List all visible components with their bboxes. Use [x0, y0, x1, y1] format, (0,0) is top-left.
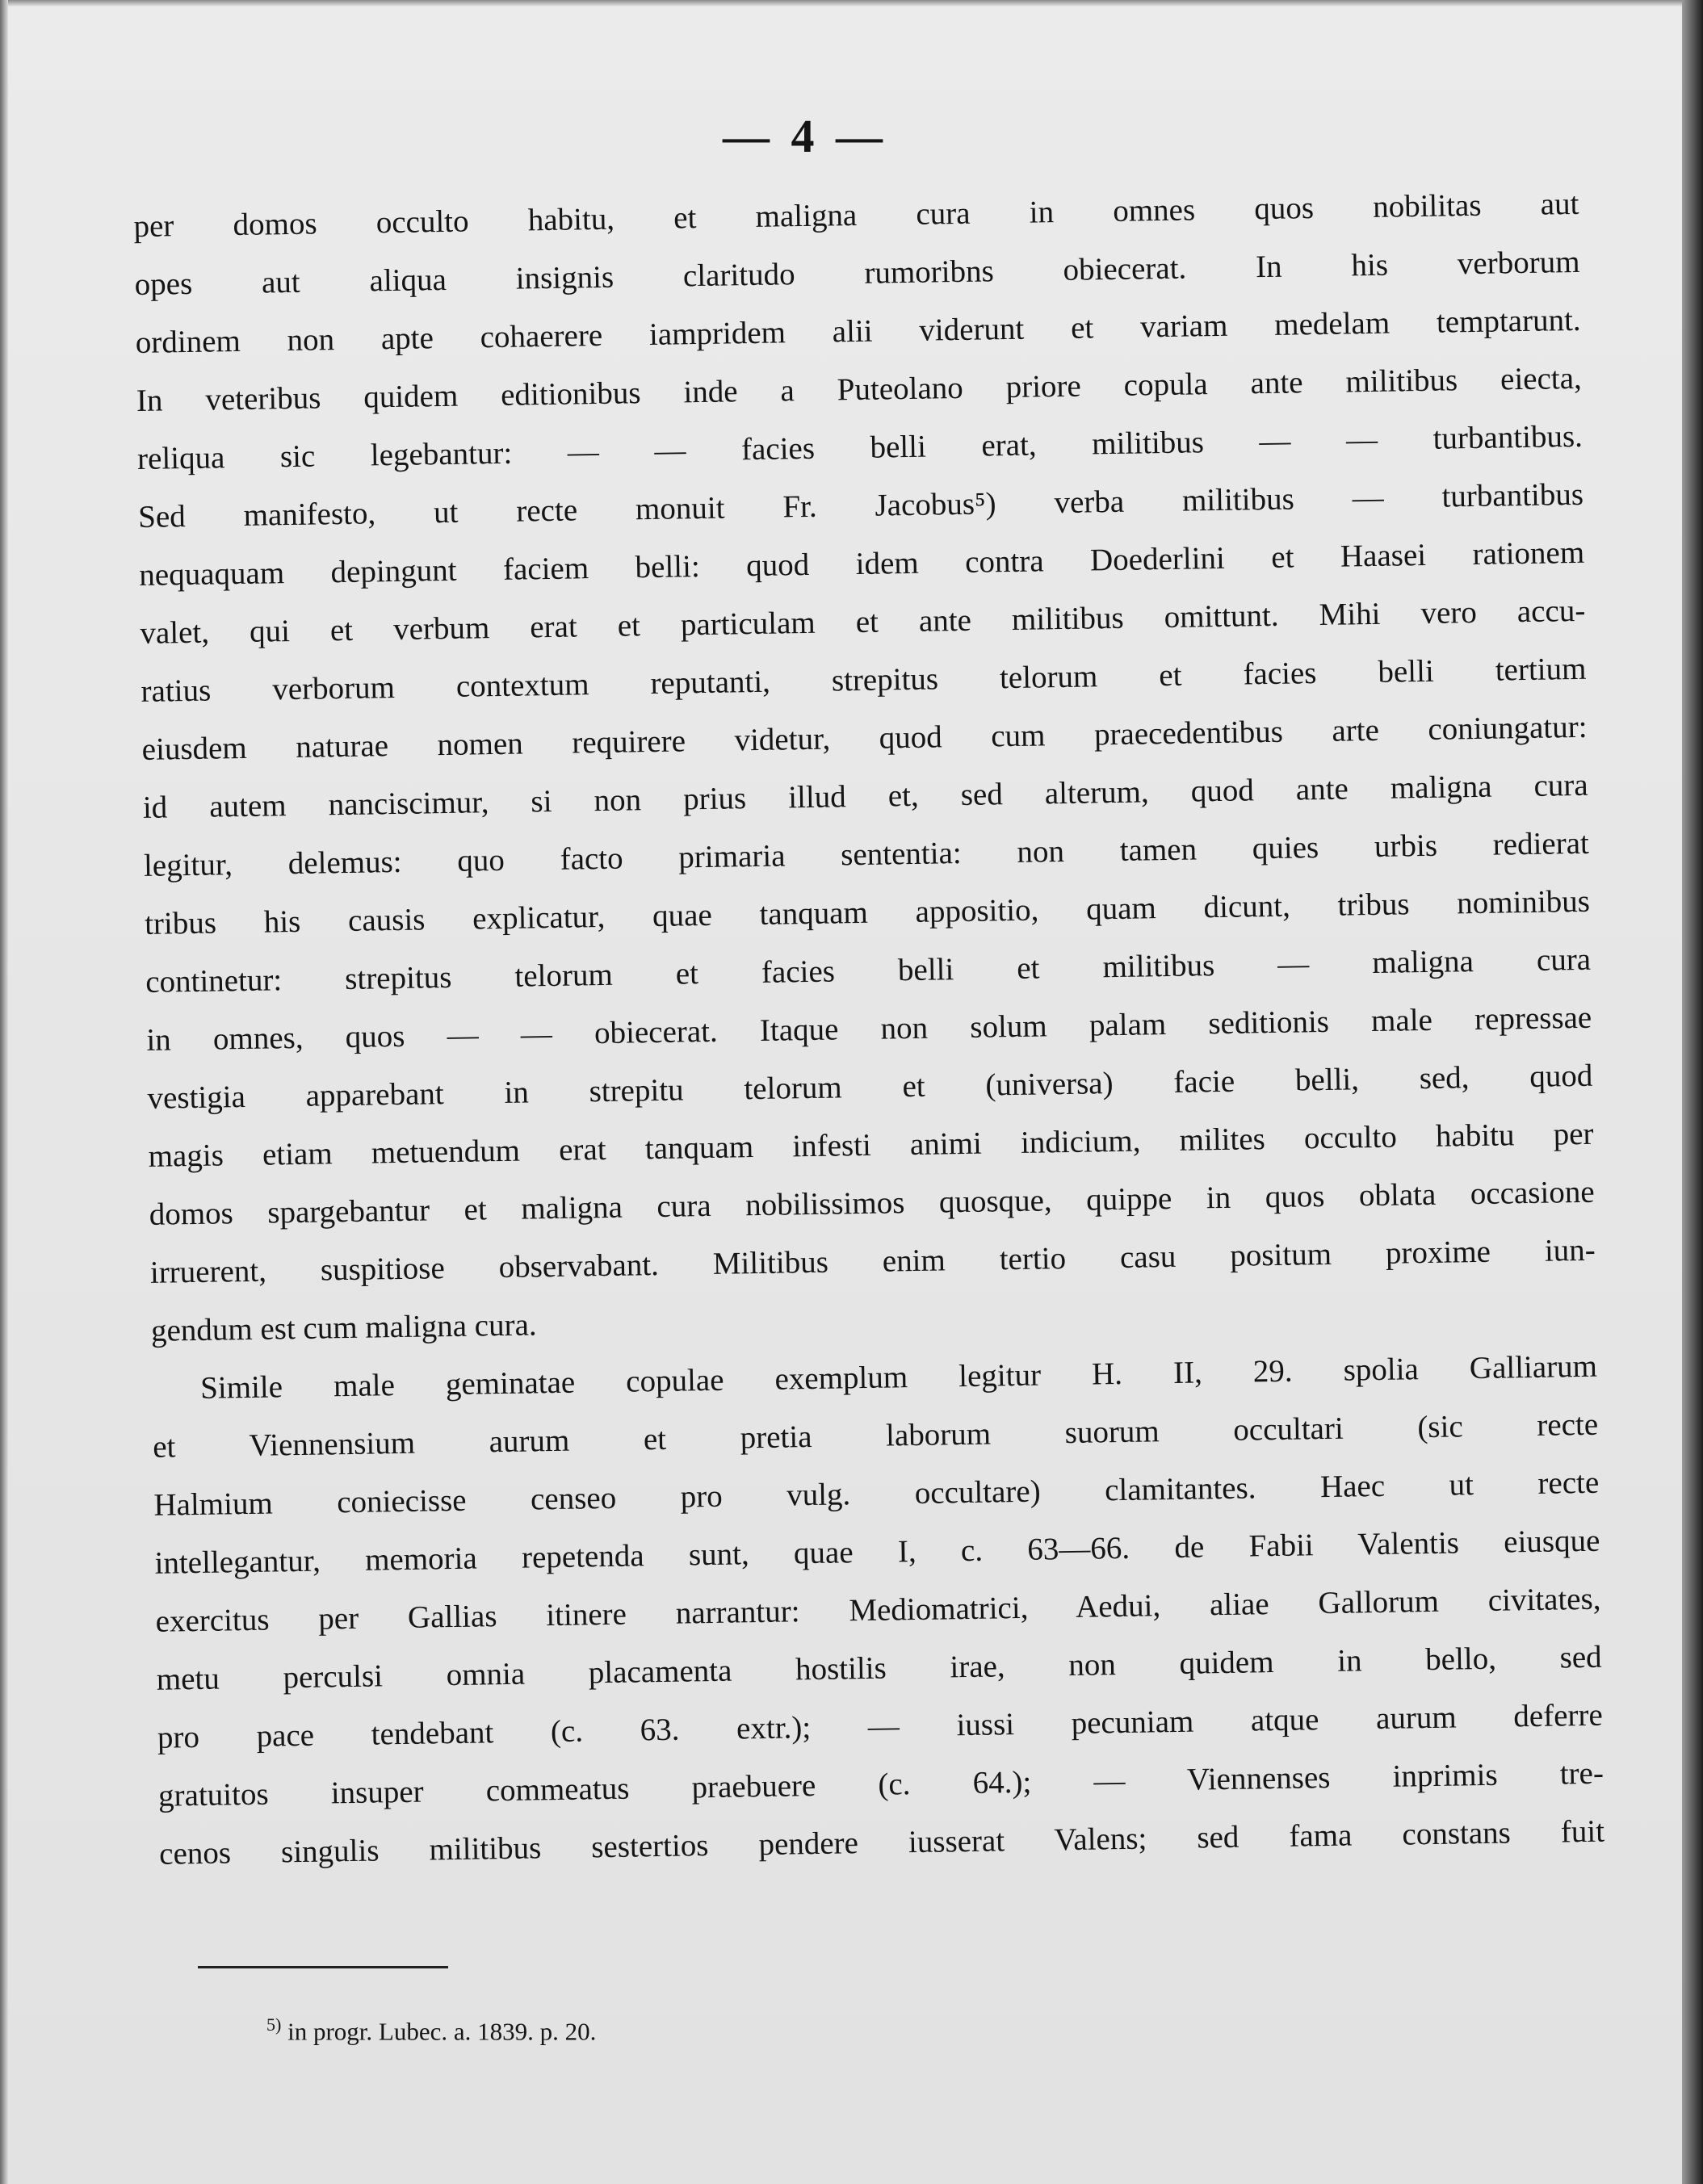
text-line: vestigia apparebant in strepitu telorum et (universa) facie belli, sed, quod: [147, 1058, 1593, 1116]
text-line: in omnes, quos — — obiecerat. Itaque non solum palam seditionis male repressae: [146, 1000, 1592, 1058]
text-line: irruerent, suspitiose observabant. Militibus enim tertio casu positum proxime iun-: [149, 1232, 1596, 1290]
text-line: intellegantur, memoria repetenda sunt, quae I, c. 63—66. de Fabii Valentis eiusque: [154, 1523, 1600, 1581]
text-line: legitur, delemus: quo facto primaria sententia: non tamen quies urbis redierat: [143, 825, 1590, 883]
text-line: tribus his causis explicatur, quae tanquam appositio, quam dicunt, tribus nominibus: [144, 883, 1591, 941]
text-line: ordinem non apte cohaerere iampridem alii viderunt et variam medelam temptarunt.: [135, 302, 1581, 360]
text-line: pro pace tendebant (c. 63. extr.); — iussi pecuniam atque aurum deferre: [157, 1697, 1604, 1755]
text-line: magis etiam metuendum erat tanquam infesti animi indicium, milites occulto habitu per: [148, 1116, 1594, 1174]
text-line: eiusdem naturae nomen requirere videtur, quod cum praecedentibus arte coniungatur:: [141, 709, 1588, 767]
scan-edge-left: [0, 0, 8, 2184]
footnote: [266, 2014, 596, 2046]
scan-edge-right: [1682, 0, 1703, 2184]
text-line: Simile male geminatae copulae exemplum legitur H. II, 29. spolia Galliarum: [199, 1348, 1598, 1406]
text-line: metu perculsi omnia placamenta hostilis irae, non quidem in bello, sed: [156, 1639, 1602, 1697]
text-line: gendum est cum maligna cura.: [150, 1307, 537, 1348]
text-line: gratuitos insuper commeatus praebuere (c. 64.); — Viennenses inprimis tre-: [157, 1755, 1604, 1813]
text-line: ratius verborum contextum reputanti, strepitus telorum et facies belli tertium: [141, 651, 1587, 709]
text-line: Halmium coniecisse censeo pro vulg. occultare) clamitantes. Haec ut recte: [153, 1465, 1600, 1523]
text-line: domos spargebantur et maligna cura nobilissimos quosque, quippe in quos oblata occasione: [149, 1174, 1595, 1232]
text-line: et Viennensium aurum et pretia laborum suorum occultari (sic recte: [152, 1406, 1599, 1465]
footnote-marker: 5): [266, 2014, 282, 2035]
text-line: In veteribus quidem editionibus inde a Puteolano priore copula ante militibus eiecta,: [136, 360, 1583, 418]
text-line: Sed manifesto, ut recte monuit Fr. Jacobus⁵) verba militibus — turbantibus: [137, 476, 1584, 534]
text-line: exercitus per Gallias itinere narrantur: Mediomatrici, Aedui, aliae Gallorum civitates,: [155, 1581, 1601, 1639]
text-line: reliqua sic legebantur: — — facies belli erat, militibus — — turbantibus.: [136, 418, 1583, 476]
body-text: [133, 175, 1605, 1884]
page-number: — 4 —: [723, 110, 887, 162]
text-line: nequaquam depingunt faciem belli: quod idem contra Doederlini et Haasei rationem: [139, 534, 1585, 593]
text-line: opes aut aliqua insignis claritudo rumoribns obiecerat. In his verborum: [134, 244, 1580, 302]
scan-edge-top: [0, 0, 1703, 6]
footnote-text: in progr. Lubec. a. 1839. p. 20.: [287, 2017, 597, 2046]
footnote-rule: [198, 1966, 448, 1968]
text-line: cenos singulis militibus sestertios pendere iusserat Valens; sed fama constans fuit: [158, 1813, 1605, 1872]
text-line: continetur: strepitus telorum et facies belli et militibus — maligna cura: [145, 941, 1592, 1000]
text-line: valet, qui et verbum erat et particulam et ante militibus omittunt. Mihi vero accu-: [140, 593, 1586, 651]
text-line: per domos occulto habitu, et maligna cura in omnes quos nobilitas aut: [133, 186, 1579, 244]
text-line: id autem nanciscimur, si non prius illud et, sed alterum, quod ante maligna cura: [142, 767, 1588, 825]
